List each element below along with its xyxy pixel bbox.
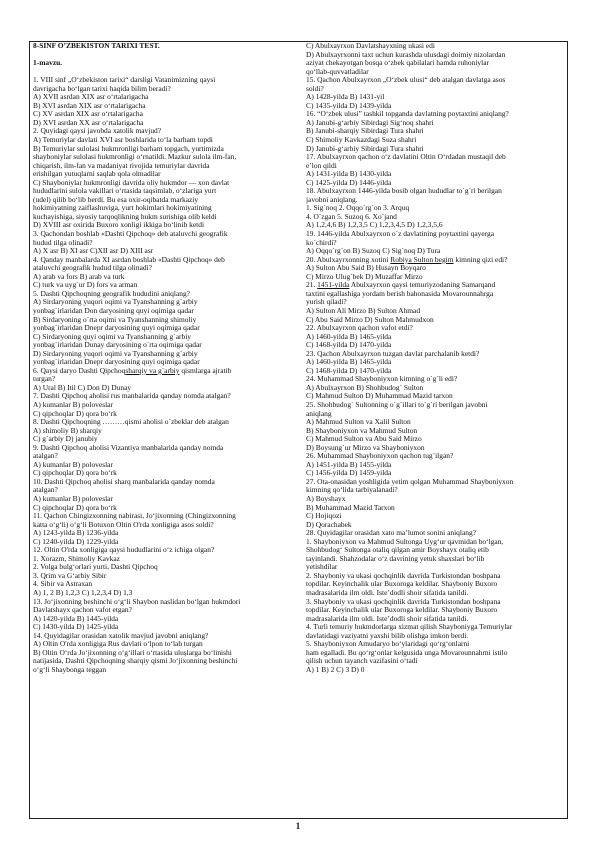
text-line: hududlarini sulola vakillari o‘rtasida taqsimlab, o‘zlariga yurt	[33, 187, 217, 196]
text-line: C) Mahmud Sulton va Abu Said Mirzo	[306, 435, 422, 444]
text-line: tayinlandi. Shahzodalar o‘z davrining yetuk shaxslari bo‘lib	[306, 554, 485, 563]
text-line: e’lon qildi	[306, 161, 337, 170]
text-line: 28. Quyidagilar orasidan xato ma’lumot sonini aniqlang?	[306, 529, 476, 538]
text-line: ataluvchi geografik hudud tilga olinadi?	[33, 264, 152, 273]
text-line: A) kumanlar B) poloveslar	[33, 400, 113, 409]
text-line: C) turk va uyg`ur D) fors va arman	[33, 281, 138, 290]
text-line: 19. 1446-yilda Abulxayrxon o`z davlatining poytaxtini qayerga	[306, 230, 495, 239]
text-line: B) Janubi-sharqiy Sibirdagi Tura shahri	[306, 127, 424, 136]
text-line: D) Boysung`ur Mirzo va Shayboniyxon	[306, 443, 425, 452]
text-line: javobni aniqlang.	[306, 195, 358, 204]
text-line: 4. Turli temuriy hukmdorlarga xizmat qilish Shayboniyga Temuriylar	[306, 623, 513, 632]
text-segment: qismlarga ajratib	[179, 366, 232, 375]
text-line: 3. Shayboniy va ukasi qochqinlik davrida Turkistondan boshpana	[306, 597, 501, 606]
text-line: davrigacha bo‘lgan tarixi haqida bilim beradi?	[33, 84, 171, 93]
text-line: yetishdilar	[306, 563, 338, 572]
text-line: 10. Dashti Qipchoq aholisi sharq manbalarida qanday nomda	[33, 477, 215, 486]
text-line: A) Ural B) Itil C) Don D) Dunay	[33, 383, 132, 392]
text-line: A) Oqqo`rg`on B) Suzoq C) Sig`noq D) Tura	[306, 247, 441, 256]
text-line: C) 1456-yilda D) 1459-yilda	[306, 469, 392, 478]
text-line: D) Abulxayrxonni taxt uchun kurashda ulusdagi doimiy nizolardan	[306, 50, 506, 59]
text-line: C) Hojiqozi	[306, 512, 342, 521]
text-line: A) Sulton Ali Mirzo B) Sulton Ahmad	[306, 306, 421, 315]
page-number: 1	[295, 821, 301, 831]
text-line: atalgan?	[33, 452, 58, 461]
text-line: C) 1430-yilda D) 1425-yilda	[33, 623, 119, 632]
text-line: A) arab va fors B) arab va turk	[33, 272, 125, 281]
text-line: aziyat chekayotgan bosqa o‘zbek qabilalari hamda ruhoniylar	[306, 59, 489, 68]
text-line: turgan?	[33, 375, 56, 384]
text-line: C) Mirzo Ulug`bek D) Muzaffar Mirzo	[306, 272, 423, 281]
text-line: D) Sirdaryoning yuqori oqimi va Tyanshanning g`arbiy	[33, 349, 198, 358]
text-line: 8. Dashti Qipchoqning ………qismi aholisi o`zbeklar deb atalgan	[33, 418, 229, 427]
heading: 1-mavzu.	[33, 59, 63, 68]
text-line: yurish qiladi?	[306, 298, 347, 307]
text-line: 12. Oltin O'rda xonligiga qaysi hududlarini o‘z ichiga olgan?	[33, 546, 215, 555]
text-line: C) Abulxayrxon Davlatshayxning ukasi edi	[306, 42, 435, 50]
text-line: yonbag`irlaridan Dunay daryosining o`rta oqimiga qadar	[33, 341, 202, 350]
text-line: taxtini egallashiga yordam berish bahonasida Movarounnahrga	[306, 289, 494, 298]
text-line: A) 1,2,4,6 B) 1,2,3,5 C) 1,2,3,4,5 D) 1,2,3,5,6	[306, 221, 443, 230]
text-line: A) 1243-yilda B) 1236-yilda	[33, 529, 119, 538]
text-line: 26. Muhammad Shayboniyxon qachon tug`ilgan?	[306, 452, 454, 461]
underlined-text: 1451-yilda	[317, 281, 350, 290]
text-line: A) Boyshayx	[306, 494, 346, 503]
text-line: A) Sirdaryoning yuqori oqimi va Tyanshanning g`arbiy	[33, 298, 198, 307]
text-line: C) Shimoliy Kavkazdagi Suza shahri	[306, 136, 417, 145]
text-line: 17. Abulxayrxon qachon o‘z davlatini Oltin O‘rdadan mustaqil deb	[306, 153, 506, 162]
text-line: C) XV asrdan XIX asr o‘rtalarigacha	[33, 110, 143, 119]
text-line: 4. Qanday manbalarda XI asrdan boshlab «Dashti Qipchoq» deb	[33, 255, 225, 264]
text-line: 16. “O‘zbek ulusi” tashkil topganda davlatning poytaxtini aniqlang?	[306, 110, 509, 119]
text-line: C) 1425-yilda D) 1446-yilda	[306, 178, 392, 187]
text-line: 5. Dashti Qipchoqning geografik hududini aniqlang?	[33, 289, 190, 298]
text-line: 11. Qachon Chingizxonning nabirasi, Jo‘jixonning (Chingizxonning	[33, 512, 236, 521]
text-line: erishilgan yutuqlarni saqlab qola olmadilar	[33, 170, 161, 179]
text-line	[33, 367, 298, 376]
text-line: D) Qorachabek	[306, 520, 352, 529]
text-line: C) 1435-yilda D) 1439-yilda	[306, 101, 392, 110]
text-line: katta o‘g‘li) o‘g‘li Botuxon Oltin O'rda xonligiga asos soldi?	[33, 520, 214, 529]
text-line: D) XVIII asr oxirida Buxoro xonligi ikkiga bo‘linib ketdi	[33, 221, 205, 230]
text-line: A) Sulton Abu Said B) Husayn Boyqaro	[306, 264, 426, 273]
text-line: C) Abu Said Mirzo D) Sulton Mahmudxon	[306, 315, 434, 324]
right-column	[306, 42, 564, 818]
text-line	[306, 281, 564, 290]
text-line: 1. Shayboniyxon va Mahmud Sultonga Uyg‘ur qavmidan bo‘lgan,	[306, 537, 504, 546]
text-line: B) Muhammad Mazid Tarxon	[306, 503, 395, 512]
text-line: C) 1468-yilda D) 1470-yilda	[306, 366, 392, 375]
text-line: 2. Volga bulg‘orlari yurti, Dashti Qipchoq	[33, 563, 158, 572]
text-line: 5. Shayboniyxon Amudaryo bo‘ylaridagi qo‘rg‘onlarni	[306, 640, 470, 649]
text-line: hokimiyatning zaiflashuviga, yurt hokimlari hokimiyatining	[33, 204, 212, 213]
text-line: o‘g‘li Shaybonga teggan	[33, 665, 107, 674]
text-line: A) Abulxayrxon B) Shohbudog` Sulton	[306, 383, 424, 392]
text-line: yonbag`irlaridan Dnepr daryosining quyi oqimiga qadar	[33, 358, 200, 367]
text-segment: Abulxayrxon qaysi temuriyzodaning Samarqand	[349, 281, 496, 290]
text-line: madrasalarida ilm oldi. Iste’dodli shoir sifatida tanildi.	[306, 589, 469, 597]
text-line: 1. Xorazm, Shimoliy Kavkaz	[33, 554, 120, 563]
text-line: C) qipchoqlar D) qora bo‘rk	[33, 409, 117, 418]
text-segment: 20. Abulxayrxonning xotini	[306, 255, 391, 264]
text-line: B) Temuriylar sulolasi hukmronligi barham topgach, yurtimizda	[33, 144, 224, 153]
text-line: A) XVII asrdan XIX asr o‘rtalarigacha	[33, 93, 149, 102]
text-segment: 6. Qaysi daryo Dashti Qipchoq	[33, 366, 126, 375]
text-line: 23. Qachon Abulxayrxon tuzgan davlat parchalanib ketdi?	[306, 349, 480, 358]
text-line: atalgan?	[33, 486, 58, 495]
text-line: kuchayishiga, siyosiy tarqoqlikning hukm surishiga olib keldi	[33, 212, 217, 221]
text-line: 27. Ota-onasidan yoshligida yetim qolgan Muhammad Shayboniyxon	[306, 477, 514, 486]
text-line: A) 1 B) 2 C) 3 D) 0	[306, 665, 365, 674]
text-line: ko`chirdi?	[306, 238, 337, 247]
text-line: 1. Sig`noq 2. Oqqo`rg`on 3. Arquq	[306, 204, 410, 213]
text-line: natijasida, Dashti Qipchoqning sharqiy qismi Jo‘jixonning beshinchi	[33, 657, 238, 666]
text-line: topdilar. Keyinchalik ular Buxoroga keldilar. Shayboniy Buxoro	[306, 606, 498, 615]
text-line: A) Oltin O'rda xonligiga Rus davlati o‘lpon to‘lab turgan	[33, 640, 203, 649]
text-line: yonbag`irlaridan Dnepr daryosining quyi oqimiga qadar	[33, 324, 200, 333]
text-line: A) 1428-yilda B) 1431-yil	[306, 93, 385, 102]
text-line: 7. Dashti Qipchoq aholisi rus manbalarida qanday nomda atalgan?	[33, 392, 231, 401]
text-line: soldi?	[306, 84, 324, 93]
text-line: A) 1460-yilda B) 1465-yilda	[306, 358, 392, 367]
text-line: 2. Shayboniy va ukasi qochqinlik davrida Turkistondan boshpana	[306, 571, 501, 580]
text-line: qo‘llab-quvvatladilar	[306, 67, 369, 76]
spacer	[33, 51, 298, 60]
text-line: A) Temuriylar davlati XVI asr boshlarida to‘la barham topdi	[33, 136, 213, 145]
text-segment: kimning qizi edi?	[453, 255, 508, 264]
text-line: 13. Jo‘jixonning beshinchi o‘g‘li Shaybon naslidan bo‘lgan hukmdori	[33, 597, 241, 606]
text-line: davlatidagi vaziyatni yaxshi bilib olishga imkon berdi.	[306, 631, 469, 640]
text-line: A) 1420-yilda B) 1445-yilda	[33, 614, 119, 623]
text-line: A) kumanlar B) poloveslar	[33, 494, 113, 503]
text-line: (udel) qilib bo‘lib berdi. Bu esa oxir-oqibatda markaziy	[33, 195, 199, 204]
text-line: ham egalladi. Bu qo‘rg‘onlar kelgusida unga Movarounnahrni istilo	[306, 648, 508, 657]
text-line: A) 1, 2 B) 1,2,3 C) 1,2,3,4 D) 1,3	[33, 589, 133, 597]
underlined-text: Robiya Sulton begim	[390, 255, 454, 264]
text-line: 3. Qrim va G‘arbiy Sibir	[33, 571, 107, 580]
text-line: 15. Qachon Abulxayrxon „O‘zbek ulusi“ deb atalgan davlatga asos	[306, 76, 506, 85]
text-line: kimning qo‘lida tarbiyalanadi?	[306, 486, 398, 495]
text-line: A) 1431-yilda B) 1430-yilda	[306, 170, 392, 179]
text-line: C) qipchoqlar D) qora bo‘rk	[33, 469, 117, 478]
text-line: C) 1468-yilda D) 1470-yilda	[306, 341, 392, 350]
text-line: B) XVI asrdan XIX asr o‘rtalarigacha	[33, 101, 146, 110]
text-line: B) Sirdaryoning o`rta oqimi va Tyanshanning shimoliy	[33, 315, 197, 324]
underlined-text: sharqiy va g`arbiy	[125, 366, 180, 375]
text-line: 18. Abulxayrxon 1446-yilda bosib olgan hududlar to`g`ri berilgan	[306, 187, 502, 196]
text-line: 24. Muhammad Shayboniyxon kimning o`g`li edi?	[306, 375, 458, 384]
text-segment: 21.	[306, 281, 318, 290]
text-line: A) 1460-yilda B) 1465-yilda	[306, 332, 392, 341]
text-line: B) Oltin O‘rda Jo‘jixonning o‘g‘illari o‘rtasida ulușlarga bo‘linishi	[33, 648, 232, 657]
text-line: topdilar. Keyinchalik ular Buxoroga keldilar. Shayboniy Buxoro	[306, 580, 498, 589]
text-line	[306, 256, 564, 265]
text-line: aniqlang	[306, 409, 332, 418]
text-line: madrasalarida ilm oldi. Iste’dodli shoir sifatida tanildi.	[306, 614, 469, 623]
text-line: C) Shayboniylar hukmronligi davrida oliy hukmdor — xon davlat	[33, 178, 230, 187]
text-line: shayboniylar sulolasi hukmronligi o‘rnatildi. Mazkur sulola ilm-fan,	[33, 153, 237, 162]
text-line: chiqarish, ilm-fan va madaniyat rivojida temuriylar davrida	[33, 161, 210, 170]
text-line: C) 1240-yilda D) 1229-yilda	[33, 537, 119, 546]
text-line: Shohbudog‘ Sultonga otaliq qilgan amir Boyshayx otaliq etib	[306, 546, 489, 555]
heading: 8-SINF O’ZBEKISTON TARIXI TEST.	[33, 42, 160, 50]
text-line: C) Mahmud Sulton D) Muhammad Mazid tarxon	[306, 392, 453, 401]
text-line: 4. Sibir va Astraxan	[33, 580, 93, 589]
text-line: 3. Qachondan boshlab «Dashti Qipchoq» deb ataluvchi geografik	[33, 230, 228, 239]
text-line: D) Janubi-g‘arbiy Sibirdagi Tura shahri	[306, 144, 424, 153]
text-line: C) g`arbiy D) janubiy	[33, 435, 98, 444]
text-line: B) Shayboniyxon va Mahmud Sulton	[306, 426, 418, 435]
left-column	[33, 42, 298, 818]
text-line: 4. O`zgan 5. Suzoq 6. Xo`jand	[306, 212, 397, 221]
text-line: hudud tilga olinadi?	[33, 238, 93, 247]
text-line: A) kumanlar B) poloveslar	[33, 460, 113, 469]
text-line: 22. Abulxayrxon qachon vafot etdi?	[306, 324, 413, 333]
text-line: 14. Quyidagilar orasidan xatolik mavjud javobni aniqlang?	[33, 631, 209, 640]
text-line: yonbag`irlaridan Don daryosining quyi oqimiga qadar	[33, 306, 194, 315]
spacer	[33, 68, 298, 77]
text-line: A) 1451-yilda B) 1455-yilda	[306, 460, 392, 469]
text-line: C) Sirdaryoning quyi oqimi va Tyanshanning g`arbiy	[33, 332, 191, 341]
text-line: 2. Quyidagi qaysi javobda xatolik mavjud?	[33, 127, 162, 136]
text-line: 1. VIII sinf „O‘zbekiston tarixi“ darsligi Vatanimizning qaysi	[33, 76, 216, 85]
text-line: A) X asr B) XI asr C)XII asr D) XIII asr	[33, 247, 154, 256]
text-line: A) shimoliy B) sharqiy	[33, 426, 102, 435]
text-line: C) qipchoqlar D) qora bo‘rk	[33, 503, 117, 512]
text-line: A) Janubi-g‘arbiy Sibirdagi Sig‘noq shahri	[306, 118, 434, 127]
text-line: qilish uchun tayanch vazifasini o‘tadi	[306, 657, 418, 666]
text-line: 9. Dashti Qipchoq aholisi Vizantiya manbalarida qanday nomda	[33, 443, 224, 452]
text-line: A) Mahmud Sulton va Xalil Sulton	[306, 418, 411, 427]
text-line: D) XVI asrdan XX asr o‘rtalarigacha	[33, 118, 144, 127]
text-line: Davlatshayx qachon vafot etgan?	[33, 606, 132, 615]
text-line: 25. Shohbudog` Sultonning o`g`illari to`g`ri berilgan javobni	[306, 400, 488, 409]
